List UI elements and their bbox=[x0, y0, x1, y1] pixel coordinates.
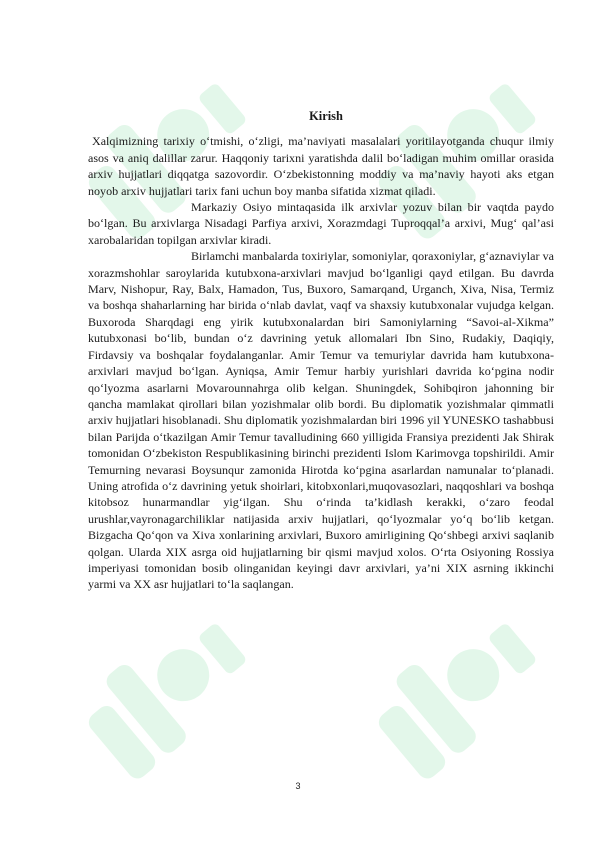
page-title: Kirish bbox=[309, 109, 343, 123]
page-body bbox=[88, 108, 554, 593]
page-number: 3 bbox=[295, 781, 301, 791]
paragraph-early-archives: Markaziy Osiyo mintaqasida ilk arxivlar yozuv bilan bir vaqtda paydo bo‘lgan. Bu arxivlarga Nisadagi Parfiya arxivi, Xorazmdagi Tuproqqal’a arxivi, Mug‘ qal’asi xarobalaridan topilgan arxivlar kiradi. bbox=[88, 200, 554, 247]
paragraph-primary-sources: Birlamchi manbalarda toxiriylar, somoniylar, qoraxoniylar, g‘aznaviylar va xorazmshohlar saroylarida kutubxona-arxivlari mavjud bo‘lganligi qayd etilgan. Bu davrda Marv, Nishopur, Ray, Balx, Hamadon, Tus, Buxoro, Samarqand, Urganch, Xiva, Nisa, Termiz va boshqa shaharlarning har birida o‘nlab davlat, vaqf va shaxsiy kutubxonalar vujudga kelgan. Buxoroda Sharqdagi eng yirik kutubxonalardan biri Samoniylarning “Savoi-al-Xikma” kutubxonasi bo‘lib, bundan o‘z davrining yetuk allomalari Ibn Sino, Rudakiy, Daqiqiy, Firdavsiy va boshqalar foydalanganlar. Amir Temur va temuriylar davrida ham kutubxona-arxivlari mavjud bo‘lgan. Ayniqsa, Amir Temur harbiy yurishlari davrida ko‘pgina nodir qo‘lyozma asarlarni Movarounnahrga olib kelgan. Shuningdek, Sohibqiron jahonning bir qancha mamlakat qirollari bilan yozishmalar olib bordi. Bu diplomatik yozishmalar qimmatli arxiv hujjatlari hisoblanadi. Shu diplomatik yozishmalardan biri 1996 yil YUNESKO tashabbusi bilan Parijda o‘tkazilgan Amir Temur tavalludining 660 yilligida Fransiya prezidenti Jak Shirak tomonidan O‘zbekiston Respublikasining birinchi prezidenti Islom Karimovga topshirildi. Amir Temurning nevarasi Boysunqur zamonida Hirotda ko‘pgina asarlardan namunalar to‘planadi. Uning atrofida o‘z davrining yetuk shoirlari, kitobxonlari,muqovasozlari, naqqoshlari va boshqa kitobsoz hunarmandlar yig‘ilgan. Shu o‘rinda ta’kidlash kerakki, o‘zaro feodal urushlar,vayronagarchiliklar natijasida arxiv hujjatlari, qo‘lyozmalar yo‘q bo‘lib ketgan. Bizgacha Qo‘qon va Xiva xonlarining arxivlari, Buxoro amirligining Qo‘shbegi arxivi saqlanib qolgan. Ularda XIX asrga oid hujjatlarning bir qismi mavjud xolos. O‘rta Osiyoning Rossiya imperiyasi tomonidan bosib olinganidan keyingi davr arxivlari, ya’ni XIX asrning ikkinchi yarmi va XX asr hujjatlari to‘la saqlangan. bbox=[88, 249, 554, 592]
paragraph-intro: Xalqimizning tarixiy o‘tmishi, o‘zligi, ma’naviyati masalalari yoritilayotganda chuqur ilmiy asos va aniq dalillar zarur. Haqqoniy tarixni yaratishda dalil bo‘ladigan muhim omillar orasida arxiv hujjatlari diqqatga sazovordir. O‘zbekistonning moddiy va ma’naviy hayoti aks etgan noyob arxiv hujjatlari tarix fani uchun boy manba sifatida xizmat qiladi. bbox=[88, 134, 554, 198]
